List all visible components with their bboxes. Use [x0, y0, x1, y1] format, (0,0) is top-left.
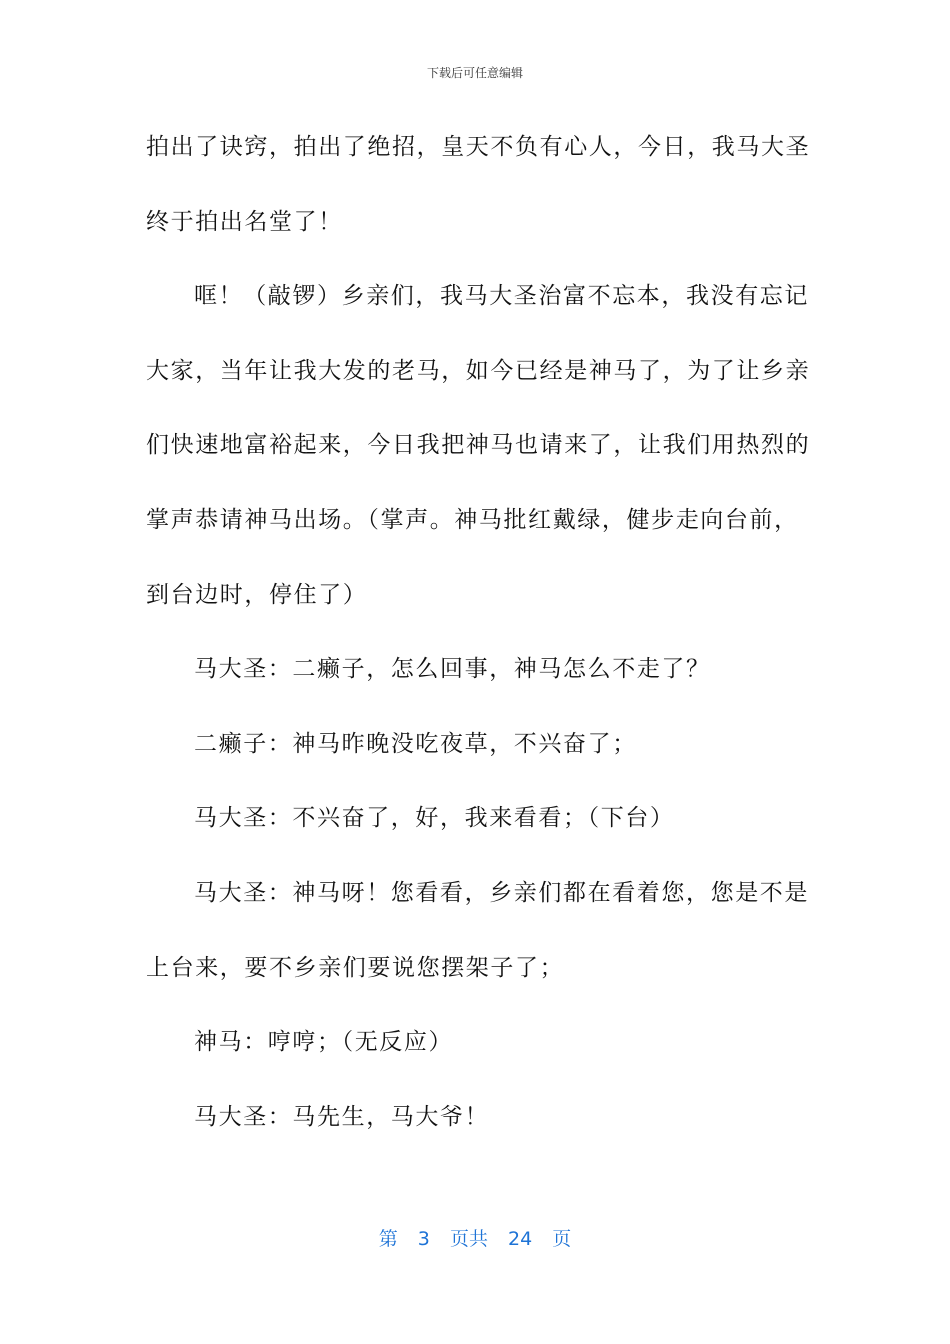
- text-line-3: 哐！（敲锣）乡亲们，我马大圣治富不忘本，我没有忘记: [194, 283, 809, 310]
- page-footer: [0, 1224, 950, 1251]
- text-line-2: 终于拍出名堂了！: [146, 208, 343, 235]
- page-header: 下载后可任意编辑: [426, 66, 523, 80]
- footer-suffix: 页: [552, 1228, 572, 1250]
- text-line-6: 掌声恭请神马出场。（掌声。神马批红戴绿，健步走向台前，: [146, 506, 799, 533]
- text-line-10: 马大圣：不兴奋了，好，我来看看；（下台）: [194, 805, 675, 832]
- footer-prefix: 第: [378, 1228, 398, 1250]
- document-body: [146, 117, 811, 1161]
- text-line-9: 二癞子：神马昨晚没吃夜草，不兴奋了；: [194, 730, 637, 757]
- text-line-12: 上台来，要不乡亲们要说您摆架子了；: [146, 954, 565, 981]
- text-line-4: 大家，当年让我大发的老马，如今已经是神马了，为了让乡亲: [146, 357, 811, 384]
- text-line-8: 马大圣：二癞子，怎么回事，神马怎么不走了？: [194, 656, 711, 683]
- text-line-13: 神马：哼哼；（无反应）: [194, 1029, 454, 1056]
- total-pages-number: 24: [508, 1228, 533, 1250]
- text-line-5: 们快速地富裕起来，今日我把神马也请来了，让我们用热烈的: [146, 432, 811, 459]
- text-line-14: 马大圣：马先生，马大爷！: [194, 1103, 490, 1130]
- text-line-11: 马大圣：神马呀！您看看，乡亲们都在看着您，您是不是: [194, 879, 809, 906]
- text-line-7: 到台边时，停住了）: [146, 581, 368, 608]
- current-page-number: 3: [417, 1228, 430, 1250]
- text-line-1: 拍出了诀窍，拍出了绝招，皇天不负有心人，今日，我马大圣: [146, 134, 811, 160]
- footer-middle: 页共: [449, 1228, 488, 1250]
